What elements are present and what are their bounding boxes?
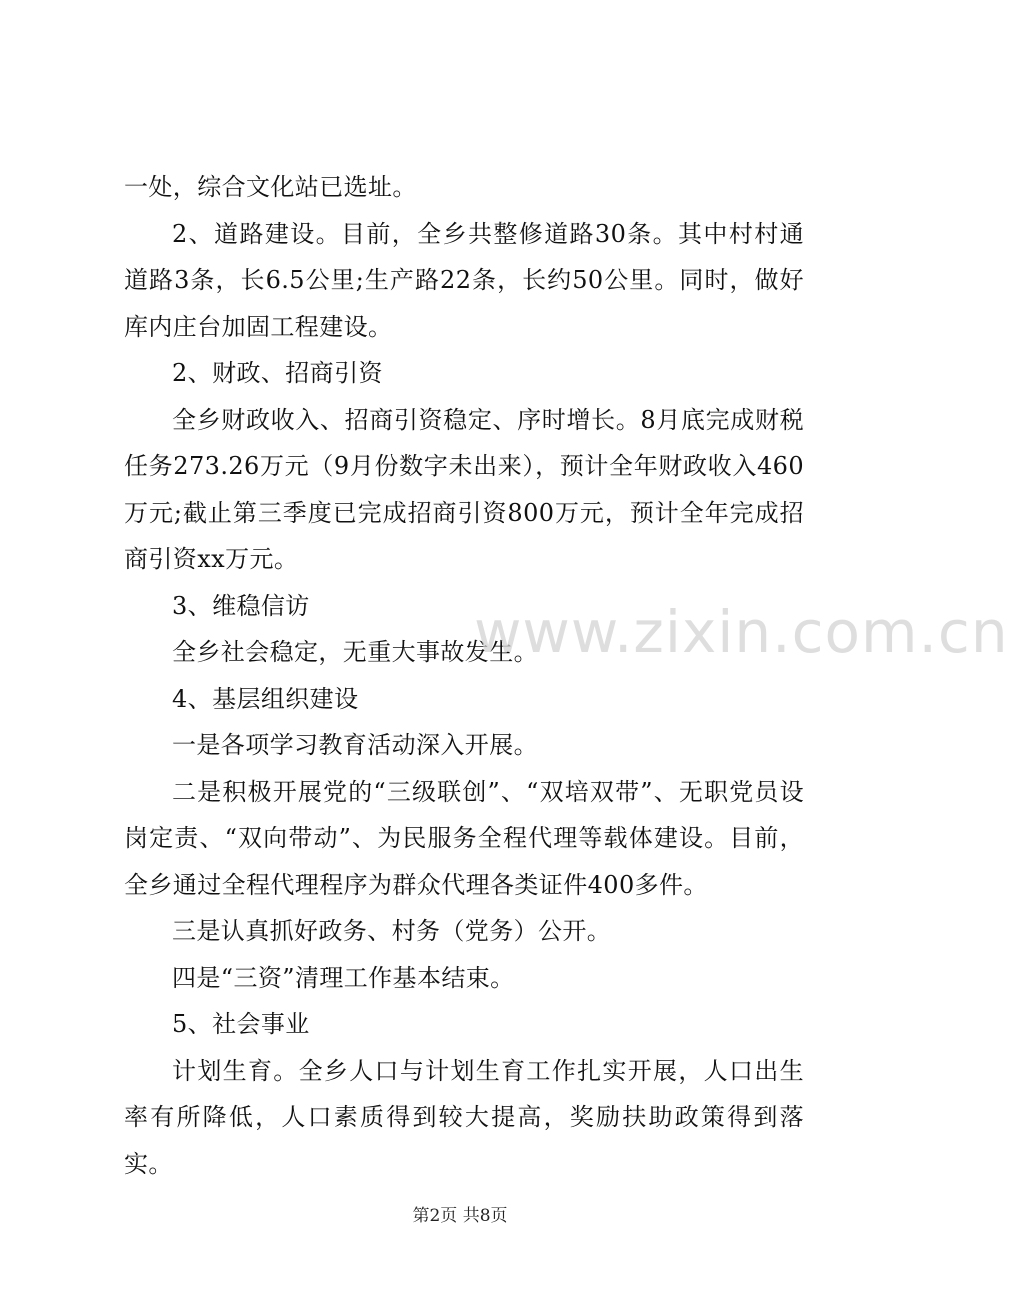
paragraph-stability-petition: 全乡社会稳定，无重大事故发生。 <box>172 638 538 666</box>
heading-social-affairs: 5、社会事业 <box>172 1010 310 1038</box>
paragraph-grassroots-item-3: 三是认真抓好政务、村务（党务）公开。 <box>172 917 612 945</box>
paragraph-continuation: 一处，综合文化站已选址。 <box>124 173 417 201</box>
document-body <box>124 164 804 1187</box>
paragraph-grassroots-item-4: 四是“三资”清理工作基本结束。 <box>172 963 515 992</box>
paragraph-grassroots-item-2: 二是积极开展党的“三级联创”、“双培双带”、无职党员设岗定责、“双向带动”、为民服务全程代理等载体建设。目前，全乡通过全程代理程序为群众代理各类证件400多件。 <box>124 777 804 899</box>
paragraph-finance-investment: 全乡财政收入、招商引资稳定、序时增长。8月底完成财税任务273.26万元（9月份数字未出来），预计全年财政收入460万元;截止第三季度已完成招商引资800万元，预计全年完成招商引资xx万元。 <box>124 405 804 573</box>
paragraph-road-construction: 2、道路建设。目前，全乡共整修道路30条。其中村村通道路3条，长6.5公里;生产路22条，长约50公里。同时，做好库内庄台加固工程建设。 <box>124 219 804 341</box>
heading-stability-petition: 3、维稳信访 <box>172 591 310 620</box>
heading-finance-investment: 2、财政、招商引资 <box>172 359 383 387</box>
paragraph-family-planning: 计划生育。全乡人口与计划生育工作扎实开展，人口出生率有所降低，人口素质得到较大提高，奖励扶助政策得到落实。 <box>124 1056 804 1178</box>
watermark: www.zixin.com.cn <box>474 598 1009 666</box>
paragraph-grassroots-item-1: 一是各项学习教育活动深入开展。 <box>172 731 538 759</box>
heading-grassroots-organization: 4、基层组织建设 <box>172 684 359 713</box>
page-number-footer: 第2页 共8页 <box>412 1206 508 1226</box>
